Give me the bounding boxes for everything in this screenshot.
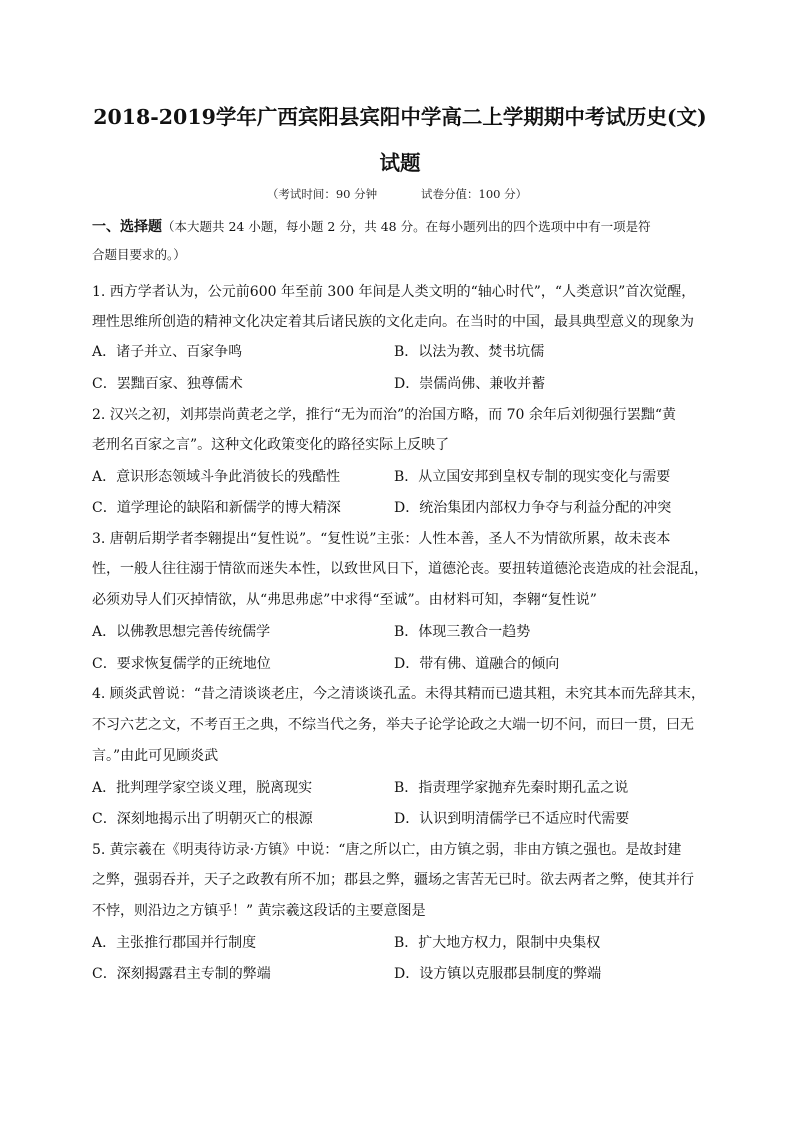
exam-score: 试卷分值：100 分）: [421, 187, 528, 201]
question-3-text: 必须劝导人们灭掉情欲，从“弗思弗虑”中求得“至诚”。由材料可知，李翱“复性说”: [92, 592, 597, 608]
question-5-text: 5. 黄宗羲在《明夷待访录·方镇》中说：“唐之所以亡，由方镇之弱，非由方镇之强也。是故封建: [92, 842, 682, 858]
section-instructions-continued: 合题目要求的。）: [92, 247, 186, 262]
section-heading-line: [92, 216, 651, 236]
exam-time: （考试时间：90 分钟: [266, 187, 378, 201]
question-3-text: 3. 唐朝后期学者李翱提出“复性说”。“复性说”主张：人性本善，圣人不为情欲所累，故未丧本: [92, 531, 671, 547]
exam-meta: [0, 186, 794, 202]
section-instructions: （本大题共 24 小题，每小题 2 分，共 48 分。在每小题列出的四个选项中中有一项是符: [162, 219, 651, 234]
exam-title: 2018-2019学年广西宾阳县宾阳中学高二上学期期中考试历史(文): [93, 105, 707, 129]
question-5-option-c: C．深刻揭露君主专制的弊端: [92, 966, 271, 982]
question-4-text: 不习六艺之文，不考百王之典，不综当代之务，举夫子论学论政之大端一切不问，而曰一贯，曰无: [92, 717, 694, 733]
question-5-option-b: B．扩大地方权力，限制中央集权: [394, 935, 601, 951]
question-4-option-d: D．认识到明清儒学已不适应时代需要: [394, 811, 630, 827]
question-1-option-b: B．以法为教、焚书坑儒: [394, 344, 545, 360]
question-1-text: 理性思维所创造的精神文化决定着其后诸民族的文化走向。在当时的中国，最具典型意义的现象为: [92, 314, 694, 330]
question-5-text: 不悖，则沿边之方镇乎！” 黄宗羲这段话的主要意图是: [92, 903, 426, 919]
question-2-text: 2. 汉兴之初，刘邦崇尚黄老之学，推行“无为而治”的治国方略，而 70 余年后刘彻强行罢黜“黄: [92, 407, 676, 423]
question-3-option-b: B．体现三教合一趋势: [394, 624, 531, 640]
question-2-option-c: C．道学理论的缺陷和新儒学的博大精深: [92, 500, 341, 516]
question-3-option-c: C．要求恢复儒学的正统地位: [92, 656, 271, 672]
section-heading: 一、选择题: [92, 219, 162, 235]
question-2-option-d: D．统治集团内部权力争夺与利益分配的冲突: [394, 500, 672, 516]
question-5-text: 之弊，强弱吞并，天子之政教有所不加；郡县之弊，疆场之害苦无已时。欲去两者之弊，使其并行: [92, 872, 694, 888]
question-2-text: 老刑名百家之言”。这种文化政策变化的路径实际上反映了: [92, 437, 450, 453]
question-1-option-c: C．罢黜百家、独尊儒术: [92, 376, 243, 392]
question-4-option-a: A．批判理学家空谈义理，脱离现实: [92, 780, 313, 796]
question-4-option-c: C．深刻地揭示出了明朝灭亡的根源: [92, 811, 313, 827]
question-4-text: 言。”由此可见顾炎武: [92, 748, 219, 764]
question-3-option-d: D．带有佛、道融合的倾向: [394, 656, 560, 672]
question-1-text: 1. 西方学者认为，公元前600 年至前 300 年间是人类文明的“轴心时代”，“人类意识”首次觉醒，: [92, 284, 696, 300]
question-3-text: 性，一般人往往溺于情欲而迷失本性，以致世风日下，道德沦丧。要扭转道德沦丧造成的社会混乱，: [92, 561, 708, 577]
question-4-text: 4. 顾炎武曾说：“昔之清谈谈老庄，今之清谈谈孔孟。未得其精而已遗其粗，未究其本而先辞其末，: [92, 686, 705, 702]
question-2-option-b: B．从立国安邦到皇权专制的现实变化与需要: [394, 469, 671, 485]
exam-title-continued: 试题: [379, 151, 421, 175]
question-3-option-a: A．以佛教思想完善传统儒学: [92, 624, 271, 640]
question-5-option-d: D．设方镇以克服郡县制度的弊端: [394, 966, 602, 982]
question-1-option-d: D．崇儒尚佛、兼收并蓄: [394, 376, 546, 392]
question-4-option-b: B．指责理学家抛弃先秦时期孔孟之说: [394, 780, 629, 796]
question-5-option-a: A．主张推行郡国并行制度: [92, 935, 257, 951]
question-1-option-a: A．诸子并立、百家争鸣: [92, 344, 243, 360]
question-2-option-a: A．意识形态领域斗争此消彼长的残酷性: [92, 469, 341, 485]
